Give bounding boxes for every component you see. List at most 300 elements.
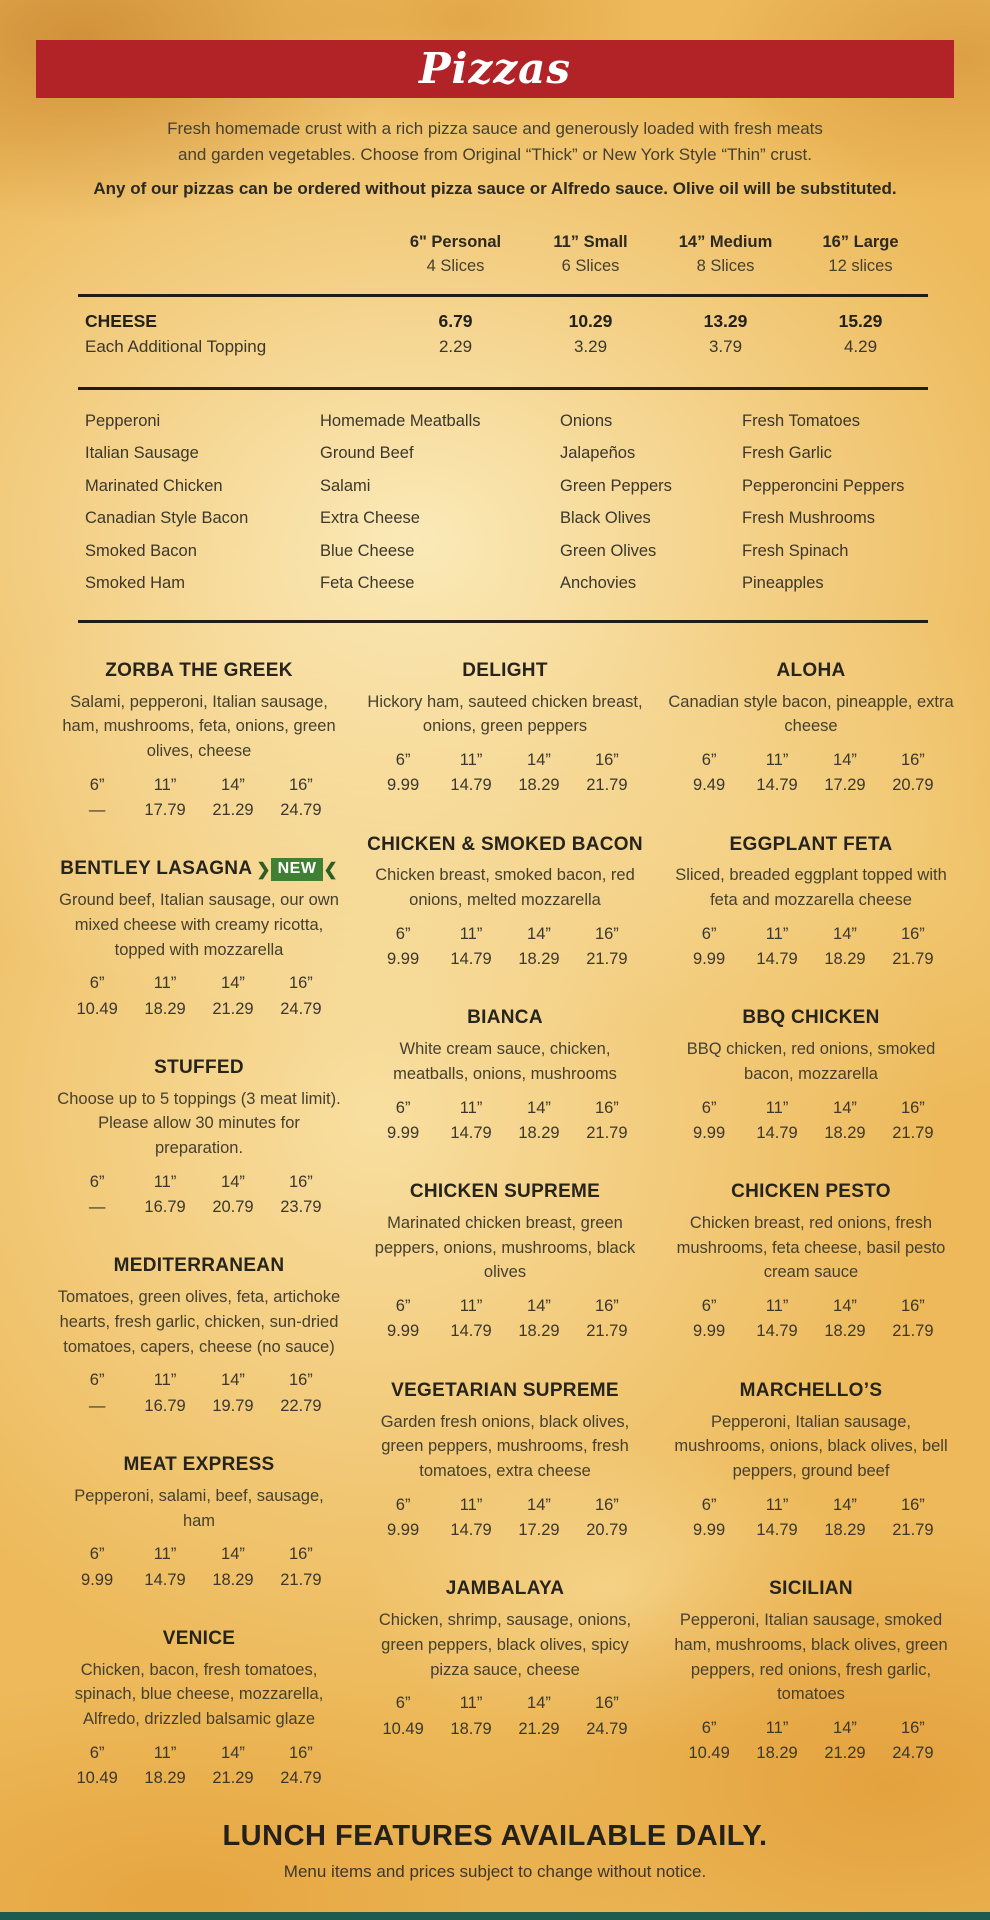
- new-badge: [256, 858, 337, 881]
- pizza-size-label: 16”: [288, 775, 313, 794]
- pizza-size-label: 16”: [900, 751, 925, 770]
- pizza-price: 21.79: [892, 1521, 934, 1540]
- pizza-price-table: [369, 1295, 641, 1343]
- intro-line-2: and garden vegetables. Choose from Original “Thick” or New York Style “Thin” crust.: [178, 144, 812, 164]
- topping-item: Smoked Bacon: [85, 541, 197, 560]
- pizza-item: [56, 1254, 342, 1417]
- section-banner: [36, 40, 954, 98]
- pizza-description: Chicken breast, red onions, fresh mushrooms, feta cheese, basil pesto cream sauce: [676, 1213, 946, 1282]
- pizza-size-label: 6”: [701, 1495, 717, 1514]
- pizza-size-label: 14”: [833, 1098, 857, 1117]
- pizza-item: [56, 659, 342, 822]
- pizza-price: 23.79: [280, 1198, 322, 1217]
- pizza-size-label: 6”: [395, 1297, 411, 1316]
- pizza-price: —: [88, 1198, 106, 1217]
- pizza-title-wrap: [668, 1180, 954, 1204]
- pizza-price-table: [63, 1742, 335, 1790]
- pizza-name: VEGETARIAN SUPREME: [391, 1379, 619, 1401]
- pizza-title-wrap: [362, 1577, 648, 1601]
- pizza-title-wrap: [668, 1379, 954, 1403]
- pizza-price: 10.49: [688, 1744, 730, 1763]
- pizza-price-table: [369, 1692, 641, 1740]
- pizza-item: [362, 833, 648, 971]
- pizza-price: 24.79: [280, 999, 322, 1018]
- pizza-price: 18.29: [518, 1322, 560, 1341]
- pizza-description: Sliced, breaded eggplant topped with feta and mozzarella cheese: [675, 866, 947, 910]
- pizza-price-table: [675, 1717, 947, 1765]
- pizza-name: STUFFED: [154, 1056, 244, 1078]
- pizza-item: [668, 1180, 954, 1343]
- pizza-size-label: 16”: [288, 1545, 313, 1564]
- pizza-size-label: 14”: [833, 1495, 857, 1514]
- pizza-name: BIANCA: [467, 1007, 543, 1029]
- pizza-price-table: [369, 1494, 641, 1542]
- pizza-size-label: 16”: [288, 974, 313, 993]
- pizza-title-wrap: [668, 1577, 954, 1601]
- substitution-note: Any of our pizzas can be ordered without pizza sauce or Alfredo sauce. Olive oil will be substituted.: [93, 179, 897, 198]
- additional-topping-price: 4.29: [843, 336, 878, 356]
- cheese-price: 10.29: [568, 310, 613, 331]
- pizza-title-wrap: [668, 659, 954, 683]
- additional-topping-row: [78, 332, 928, 372]
- pizza-price: 18.29: [824, 1521, 866, 1540]
- pizza-size-label: 14”: [221, 1545, 245, 1564]
- pizza-price: 24.79: [280, 1769, 322, 1788]
- pizza-price: 14.79: [450, 776, 492, 795]
- pizza-description: Salami, pepperoni, Italian sausage, ham, mushrooms, feta, onions, green olives, cheese: [62, 692, 336, 761]
- pizza-price: 14.79: [144, 1570, 186, 1589]
- pizza-name: VENICE: [162, 1627, 236, 1649]
- topping-item: Fresh Tomatoes: [742, 411, 860, 430]
- topping-item: Green Olives: [560, 541, 657, 560]
- pizza-price-table: [675, 923, 947, 971]
- topping-item: Ground Beef: [320, 444, 414, 463]
- pizza-size-label: 6”: [701, 1719, 717, 1738]
- pizza-item: [56, 1627, 342, 1790]
- size-header: [523, 231, 658, 279]
- pizza-size-label: 6”: [89, 974, 105, 993]
- pizza-size-label: 16”: [594, 751, 619, 770]
- pizza-description: Chicken, shrimp, sausage, onions, green peppers, black olives, spicy pizza sauce, cheese: [378, 1611, 632, 1679]
- pizza-item: [668, 1379, 954, 1542]
- pizza-price: 9.99: [693, 1322, 726, 1341]
- pizza-size-label: 14”: [221, 1371, 245, 1390]
- pizza-item: [56, 857, 342, 1020]
- pizza-description: BBQ chicken, red onions, smoked bacon, mozzarella: [686, 1040, 936, 1083]
- pizza-title-wrap: [56, 659, 342, 683]
- topping-item: Italian Sausage: [85, 444, 199, 463]
- additional-topping-price: 3.79: [708, 336, 743, 356]
- pizza-price: 17.29: [518, 1521, 560, 1540]
- size-header-row: [78, 231, 928, 279]
- pizza-size-label: 11”: [765, 924, 789, 943]
- pizza-size-label: 16”: [594, 1694, 619, 1713]
- pizza-size-label: 11”: [459, 1297, 483, 1316]
- pizza-name: SICILIAN: [769, 1578, 853, 1600]
- pizza-size-label: 14”: [527, 1495, 551, 1514]
- pizza-size-label: 11”: [153, 1371, 177, 1390]
- size-slices: 4 Slices: [426, 256, 485, 275]
- pizza-title-wrap: [56, 1056, 342, 1080]
- pizza-price: 9.99: [387, 1521, 420, 1540]
- pizza-size-label: 14”: [833, 1297, 857, 1316]
- pizza-size-label: 11”: [459, 751, 483, 770]
- pizza-price: 20.79: [586, 1521, 628, 1540]
- pizza-title-wrap: [56, 857, 342, 881]
- cheese-price-row: [78, 297, 928, 332]
- pizza-size-label: 14”: [527, 751, 551, 770]
- pizza-size-label: 16”: [594, 924, 619, 943]
- topping-item: Pepperoni: [85, 411, 161, 430]
- pizza-price: 18.29: [518, 950, 560, 969]
- pizza-size-label: 16”: [900, 1098, 925, 1117]
- pizza-column-left: [56, 659, 342, 1825]
- size-header: [658, 231, 793, 279]
- pizza-size-label: 11”: [153, 1743, 177, 1762]
- pizza-price: 9.99: [387, 1322, 420, 1341]
- pizza-price: 21.29: [212, 999, 254, 1018]
- pizza-size-label: 14”: [527, 1297, 551, 1316]
- topping-item: Jalapeños: [560, 444, 636, 463]
- pizza-size-label: 11”: [765, 751, 789, 770]
- pizza-size-label: 16”: [900, 924, 925, 943]
- size-header: [793, 231, 928, 279]
- pizza-description: Pepperoni, Italian sausage, smoked ham, mushrooms, black olives, green peppers, red onions, fresh garlic, tomatoes: [674, 1611, 948, 1704]
- pizza-price: —: [88, 801, 106, 820]
- pizza-size-label: 11”: [153, 974, 177, 993]
- pizza-name: MEAT EXPRESS: [123, 1454, 275, 1475]
- pizza-size-label: 6”: [89, 1172, 105, 1191]
- topping-item: Smoked Ham: [85, 573, 185, 592]
- pizza-price: 24.79: [586, 1719, 628, 1738]
- pizza-title-wrap: [56, 1453, 342, 1477]
- pizza-price: 22.79: [280, 1396, 322, 1415]
- pizza-size-label: 14”: [221, 775, 245, 794]
- additional-topping-price: 3.29: [573, 336, 608, 356]
- pizza-size-label: 6”: [701, 1098, 717, 1117]
- pizza-size-label: 6”: [89, 1743, 105, 1762]
- pizza-price: 21.29: [212, 1769, 254, 1788]
- pizza-name: CHICKEN & SMOKED BACON: [367, 833, 643, 855]
- pizza-size-label: 6”: [89, 1371, 105, 1390]
- pizza-size-label: 16”: [900, 1495, 925, 1514]
- pizza-price-table: [675, 749, 947, 797]
- topping-item: Fresh Mushrooms: [742, 509, 875, 528]
- pizza-description: Chicken breast, smoked bacon, red onions, melted mozzarella: [375, 866, 635, 910]
- pizza-size-label: 14”: [221, 1743, 245, 1762]
- pizza-price: 14.79: [756, 1521, 798, 1540]
- pizza-column-middle: [362, 659, 648, 1825]
- specialty-pizzas-section: [56, 659, 954, 1825]
- pizza-price: 14.79: [450, 1123, 492, 1142]
- pizza-price: 21.79: [586, 1322, 628, 1341]
- divider-middle: [78, 387, 928, 390]
- pizza-size-label: 16”: [594, 1495, 619, 1514]
- pizza-name: ALOHA: [776, 659, 846, 681]
- additional-topping-label: Each Additional Topping: [85, 336, 267, 356]
- pizza-description: Canadian style bacon, pineapple, extra cheese: [668, 692, 954, 736]
- pizza-name: BBQ CHICKEN: [742, 1007, 880, 1029]
- pizza-price: 21.79: [280, 1570, 322, 1589]
- pizza-title-wrap: [56, 1627, 342, 1651]
- pizza-description: Tomatoes, green olives, feta, artichoke hearts, fresh garlic, chicken, sun-dried tomatoes, capers, cheese (no sauce): [57, 1288, 341, 1356]
- pizza-name: MEDITERRANEAN: [113, 1255, 285, 1277]
- pizza-price: 14.79: [450, 1521, 492, 1540]
- pizza-size-label: 16”: [900, 1719, 925, 1738]
- pizza-description: Hickory ham, sauteed chicken breast, onions, green peppers: [367, 692, 643, 736]
- pizza-price-table: [675, 1097, 947, 1145]
- pizza-size-label: 6”: [395, 924, 411, 943]
- pizza-name: BENTLEY LASAGNA: [60, 858, 253, 880]
- pizza-price: 20.79: [892, 776, 934, 795]
- pizza-item: [56, 1056, 342, 1219]
- pizza-price: 18.79: [450, 1719, 492, 1738]
- intro-text: [60, 116, 930, 167]
- base-price-table: [78, 231, 928, 623]
- size-name: 11” Small: [553, 233, 628, 251]
- pizza-size-label: 16”: [288, 1743, 313, 1762]
- size-header: [388, 231, 523, 279]
- additional-topping-price: 2.29: [438, 336, 473, 356]
- pizza-title-wrap: [56, 1254, 342, 1278]
- pizza-description: Marinated chicken breast, green peppers, onions, mushrooms, black olives: [374, 1213, 636, 1282]
- pizza-size-label: 11”: [153, 775, 177, 794]
- pizza-price-table: [63, 1369, 335, 1417]
- pizza-size-label: 16”: [594, 1297, 619, 1316]
- topping-item: Fresh Garlic: [742, 444, 832, 463]
- pizza-name: MARCHELLO’S: [739, 1379, 883, 1401]
- footer-title: LUNCH FEATURES AVAILABLE DAILY.: [222, 1820, 768, 1852]
- pizza-name: EGGPLANT FETA: [729, 833, 893, 855]
- size-slices: 8 Slices: [696, 256, 755, 275]
- pizza-price: 21.79: [586, 776, 628, 795]
- pizza-price: 21.79: [892, 950, 934, 969]
- pizza-price: 9.99: [387, 776, 420, 795]
- pizza-price: 9.99: [693, 1123, 726, 1142]
- pizza-price: 10.49: [76, 999, 118, 1018]
- pizza-price: 18.29: [824, 950, 866, 969]
- pizza-size-label: 6”: [395, 1098, 411, 1117]
- pizza-size-label: 6”: [395, 1495, 411, 1514]
- pizza-size-label: 6”: [89, 775, 105, 794]
- pizza-price: 18.29: [144, 999, 186, 1018]
- pizza-price: 21.29: [824, 1744, 866, 1763]
- pizza-size-label: 6”: [701, 1297, 717, 1316]
- toppings-list: [85, 410, 928, 596]
- cheese-price: 15.29: [838, 310, 883, 331]
- pizza-price-table: [63, 1171, 335, 1219]
- pizza-title-wrap: [668, 833, 954, 857]
- pizza-size-label: 6”: [701, 751, 717, 770]
- size-slices: 6 Slices: [561, 256, 620, 275]
- pizza-size-label: 11”: [459, 1495, 483, 1514]
- topping-item: Anchovies: [560, 573, 637, 592]
- pizza-price: 18.29: [824, 1322, 866, 1341]
- pizza-title-wrap: [668, 1006, 954, 1030]
- intro-line-1: Fresh homemade crust with a rich pizza sauce and generously loaded with fresh meats: [167, 119, 823, 138]
- pizza-name: CHICKEN SUPREME: [409, 1181, 601, 1203]
- pizza-price: 21.79: [586, 950, 628, 969]
- topping-item: Marinated Chicken: [85, 476, 223, 495]
- bottom-edge-strip: [0, 1912, 990, 1920]
- pizza-size-label: 14”: [221, 1172, 245, 1191]
- size-name: 16” Large: [822, 233, 899, 251]
- pizza-size-label: 14”: [527, 924, 551, 943]
- pizza-description: Pepperoni, Italian sausage, mushrooms, onions, black olives, bell peppers, ground beef: [674, 1412, 948, 1480]
- pizza-size-label: 6”: [701, 924, 717, 943]
- pizza-price: 18.29: [212, 1570, 254, 1589]
- pizza-size-label: 11”: [153, 1172, 177, 1191]
- pizza-size-label: 11”: [765, 1719, 789, 1738]
- pizza-description: Chicken, bacon, fresh tomatoes, spinach, blue cheese, mozzarella, Alfredo, drizzled balsamic glaze: [74, 1660, 324, 1729]
- size-slices: 12 slices: [828, 256, 893, 275]
- pizza-price-table: [63, 1543, 335, 1591]
- pizza-item: [668, 1006, 954, 1144]
- topping-item: Canadian Style Bacon: [85, 509, 249, 528]
- page-title: Pizzas: [418, 44, 572, 93]
- pizza-name: JAMBALAYA: [445, 1578, 565, 1600]
- pizza-size-label: 6”: [395, 1694, 411, 1713]
- pizza-title-wrap: [362, 833, 648, 857]
- pizza-price: 16.79: [144, 1396, 186, 1415]
- footer: [0, 1820, 990, 1882]
- pizza-description: White cream sauce, chicken, meatballs, onions, mushrooms: [393, 1040, 617, 1083]
- pizza-item: [668, 833, 954, 971]
- topping-item: Black Olives: [560, 509, 651, 528]
- topping-item: Salami: [320, 476, 371, 495]
- pizza-price: 14.79: [756, 1322, 798, 1341]
- size-name: 6" Personal: [409, 233, 502, 251]
- size-name: 14” Medium: [678, 233, 773, 251]
- pizza-item: [362, 1379, 648, 1542]
- pizza-price: 14.79: [756, 1123, 798, 1142]
- pizza-name: CHICKEN PESTO: [731, 1181, 891, 1203]
- pizza-size-label: 6”: [395, 751, 411, 770]
- pizza-item: [362, 659, 648, 797]
- pizza-price: 14.79: [756, 950, 798, 969]
- pizza-price: 9.99: [81, 1570, 114, 1589]
- pizza-price: 18.29: [518, 1123, 560, 1142]
- pizza-price: 14.79: [450, 1322, 492, 1341]
- pizza-price: 10.49: [76, 1769, 118, 1788]
- pizza-item: [668, 659, 954, 797]
- ribbon-chevron-right-icon: ❮: [323, 859, 338, 879]
- pizza-size-label: 11”: [765, 1495, 789, 1514]
- pizza-size-label: 16”: [594, 1098, 619, 1117]
- pizza-size-label: 14”: [527, 1098, 551, 1117]
- pizza-price: 18.29: [144, 1769, 186, 1788]
- pizza-price: —: [88, 1396, 106, 1415]
- pizza-description: Garden fresh onions, black olives, green peppers, mushrooms, fresh tomatoes, extra cheese: [380, 1412, 630, 1480]
- ribbon-chevron-left-icon: ❯: [256, 859, 271, 879]
- cheese-label: CHEESE: [85, 310, 157, 331]
- pizza-size-label: 11”: [459, 1098, 483, 1117]
- pizza-description: Ground beef, Italian sausage, our own mixed cheese with creamy ricotta, topped with mozzarella: [59, 891, 339, 959]
- pizza-size-label: 11”: [459, 1694, 483, 1713]
- pizza-item: [56, 1453, 342, 1591]
- pizza-price: 24.79: [280, 801, 322, 820]
- pizza-size-label: 11”: [153, 1545, 177, 1564]
- pizza-price: 17.29: [824, 776, 866, 795]
- pizza-price: 24.79: [892, 1744, 934, 1763]
- topping-item: Feta Cheese: [320, 573, 415, 592]
- pizza-price: 9.99: [693, 1521, 726, 1540]
- topping-item: Extra Cheese: [320, 509, 420, 528]
- pizza-size-label: 14”: [833, 924, 857, 943]
- pizza-price: 18.29: [756, 1744, 798, 1763]
- pizza-price: 17.79: [144, 801, 186, 820]
- pizza-size-label: 16”: [288, 1371, 313, 1390]
- pizza-size-label: 14”: [221, 974, 245, 993]
- new-badge-label: NEW: [271, 858, 324, 881]
- pizza-item: [362, 1180, 648, 1343]
- cheese-price: 13.29: [703, 310, 748, 331]
- pizza-price: 9.99: [387, 1123, 420, 1142]
- pizza-price: 21.29: [518, 1719, 560, 1738]
- topping-item: Fresh Spinach: [742, 541, 849, 560]
- pizza-price: 9.99: [387, 950, 420, 969]
- pizza-price-table: [675, 1295, 947, 1343]
- pizza-item: [362, 1006, 648, 1144]
- pizza-size-label: 6”: [89, 1545, 105, 1564]
- pizza-price: 14.79: [756, 776, 798, 795]
- pizza-description: Choose up to 5 toppings (3 meat limit). Please allow 30 minutes for preparation.: [57, 1089, 341, 1158]
- pizza-title-wrap: [362, 1006, 648, 1030]
- pizza-price: 14.79: [450, 950, 492, 969]
- pizza-description: Pepperoni, salami, beef, sausage, ham: [74, 1486, 324, 1530]
- footer-subtitle: Menu items and prices subject to change without notice.: [283, 1862, 707, 1881]
- pizza-size-label: 11”: [765, 1297, 789, 1316]
- pizza-size-label: 14”: [833, 751, 857, 770]
- pizza-price-table: [369, 1097, 641, 1145]
- pizza-item: [668, 1577, 954, 1764]
- pizza-price: 20.79: [212, 1198, 254, 1217]
- pizza-size-label: 16”: [900, 1297, 925, 1316]
- pizza-price-table: [675, 1494, 947, 1542]
- pizza-name: DELIGHT: [462, 659, 548, 681]
- pizza-price-table: [369, 923, 641, 971]
- pizza-price: 21.79: [892, 1123, 934, 1142]
- cheese-price: 6.79: [438, 310, 473, 331]
- topping-item: Pineapples: [742, 573, 824, 592]
- pizza-name: ZORBA THE GREEK: [105, 659, 293, 681]
- topping-item: Green Peppers: [560, 476, 672, 495]
- pizza-price: 9.49: [693, 776, 726, 795]
- pizza-item: [362, 1577, 648, 1740]
- pizza-size-label: 11”: [765, 1098, 789, 1117]
- divider-bottom: [78, 620, 928, 623]
- topping-item: Homemade Meatballs: [320, 411, 481, 430]
- pizza-price: 21.79: [586, 1123, 628, 1142]
- pizza-price: 18.29: [824, 1123, 866, 1142]
- pizza-price: 19.79: [212, 1396, 254, 1415]
- pizza-column-right: [668, 659, 954, 1825]
- pizza-price: 9.99: [693, 950, 726, 969]
- pizza-price: 21.29: [212, 801, 254, 820]
- pizza-title-wrap: [362, 1379, 648, 1403]
- pizza-price: 18.29: [518, 776, 560, 795]
- pizza-price: 21.79: [892, 1322, 934, 1341]
- pizza-price: 10.49: [382, 1719, 424, 1738]
- topping-item: Pepperoncini Peppers: [742, 476, 905, 495]
- pizza-size-label: 11”: [459, 924, 483, 943]
- pizza-size-label: 16”: [288, 1172, 313, 1191]
- pizza-size-label: 14”: [527, 1694, 551, 1713]
- pizza-price-table: [63, 972, 335, 1020]
- topping-item: Blue Cheese: [320, 541, 415, 560]
- pizza-title-wrap: [362, 1180, 648, 1204]
- pizza-title-wrap: [362, 659, 648, 683]
